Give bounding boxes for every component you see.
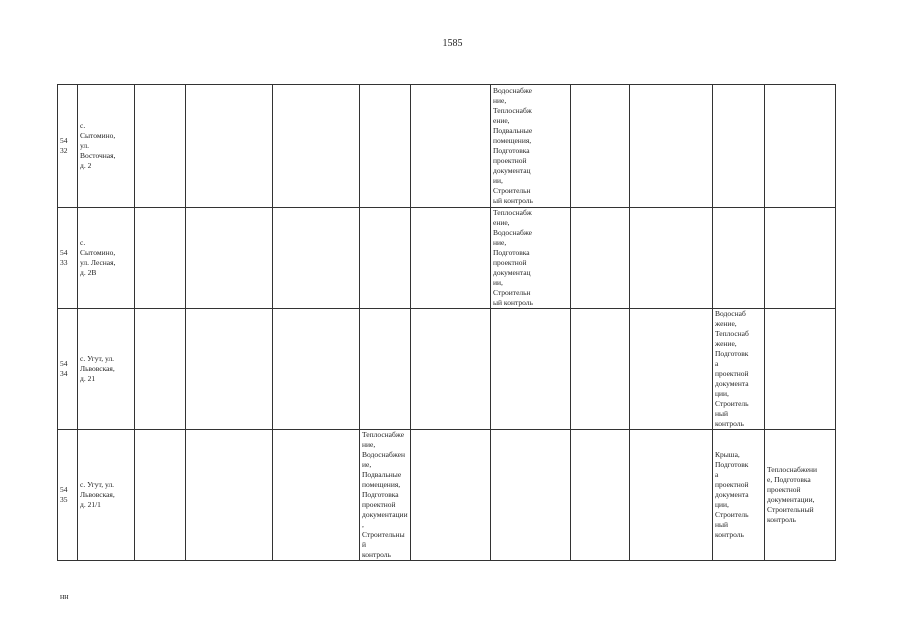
empty-cell: [411, 430, 491, 561]
footer-mark: нн: [60, 592, 69, 601]
empty-cell: [630, 208, 713, 309]
empty-cell: [411, 309, 491, 430]
works-cell: [765, 309, 836, 430]
address-cell: с. Угут, ул. Львовская, д. 21/1: [78, 430, 135, 561]
empty-cell: [571, 309, 630, 430]
row-number-cell: 54 32: [58, 85, 78, 208]
address-cell: с. Угут, ул. Львовская, д. 21: [78, 309, 135, 430]
works-cell: [713, 85, 765, 208]
empty-cell: [571, 85, 630, 208]
empty-cell: [411, 208, 491, 309]
empty-cell: [630, 430, 713, 561]
empty-cell: [186, 309, 273, 430]
empty-cell: [186, 430, 273, 561]
table-row: [58, 309, 836, 430]
works-cell: [360, 208, 411, 309]
works-cell: [765, 208, 836, 309]
empty-cell: [186, 208, 273, 309]
empty-cell: [273, 309, 360, 430]
empty-cell: [273, 208, 360, 309]
empty-cell: [135, 430, 186, 561]
works-cell: [765, 85, 836, 208]
table-row: [58, 208, 836, 309]
table-row: [58, 85, 836, 208]
empty-cell: [630, 85, 713, 208]
row-number-cell: 54 34: [58, 309, 78, 430]
empty-cell: [273, 85, 360, 208]
row-number-cell: 54 35: [58, 430, 78, 561]
address-cell: с. Сытомино, ул. Лесная, д. 2В: [78, 208, 135, 309]
repair-schedule-table: [57, 84, 836, 561]
empty-cell: [135, 208, 186, 309]
works-cell: [491, 309, 571, 430]
empty-cell: [571, 430, 630, 561]
works-cell: [491, 430, 571, 561]
works-cell: Теплоснабж ение, Водоснабже ние, Подготовка проектной документац ии, Строительн ый контроль: [491, 208, 571, 309]
page-number: 1585: [442, 38, 463, 49]
works-cell: [713, 208, 765, 309]
works-cell: Теплоснабжени е, Подготовка проектной документации, Строительный контроль: [765, 430, 836, 561]
works-cell: Водоснабже ние, Теплоснабж ение, Подвальные помещения, Подготовка проектной документац ии, Строительн ый контроль: [491, 85, 571, 208]
empty-cell: [135, 309, 186, 430]
works-cell: Крыша, Подготовк а проектной документа ции, Строитель ный контроль: [713, 430, 765, 561]
table-row: [58, 430, 836, 561]
works-cell: [360, 85, 411, 208]
works-cell: [360, 309, 411, 430]
empty-cell: [186, 85, 273, 208]
address-cell: с. Сытомино, ул. Восточная, д. 2: [78, 85, 135, 208]
row-number-cell: 54 33: [58, 208, 78, 309]
empty-cell: [273, 430, 360, 561]
empty-cell: [571, 208, 630, 309]
empty-cell: [411, 85, 491, 208]
works-cell: Теплоснабжение, Водоснабжение, Подвальные помещения, Подготовка проектной документации, Строительный контроль: [360, 430, 411, 561]
works-cell: Водоснаб жение, Теплоснаб жение, Подготовк а проектной документа ции, Строитель ный контроль: [713, 309, 765, 430]
empty-cell: [630, 309, 713, 430]
empty-cell: [135, 85, 186, 208]
